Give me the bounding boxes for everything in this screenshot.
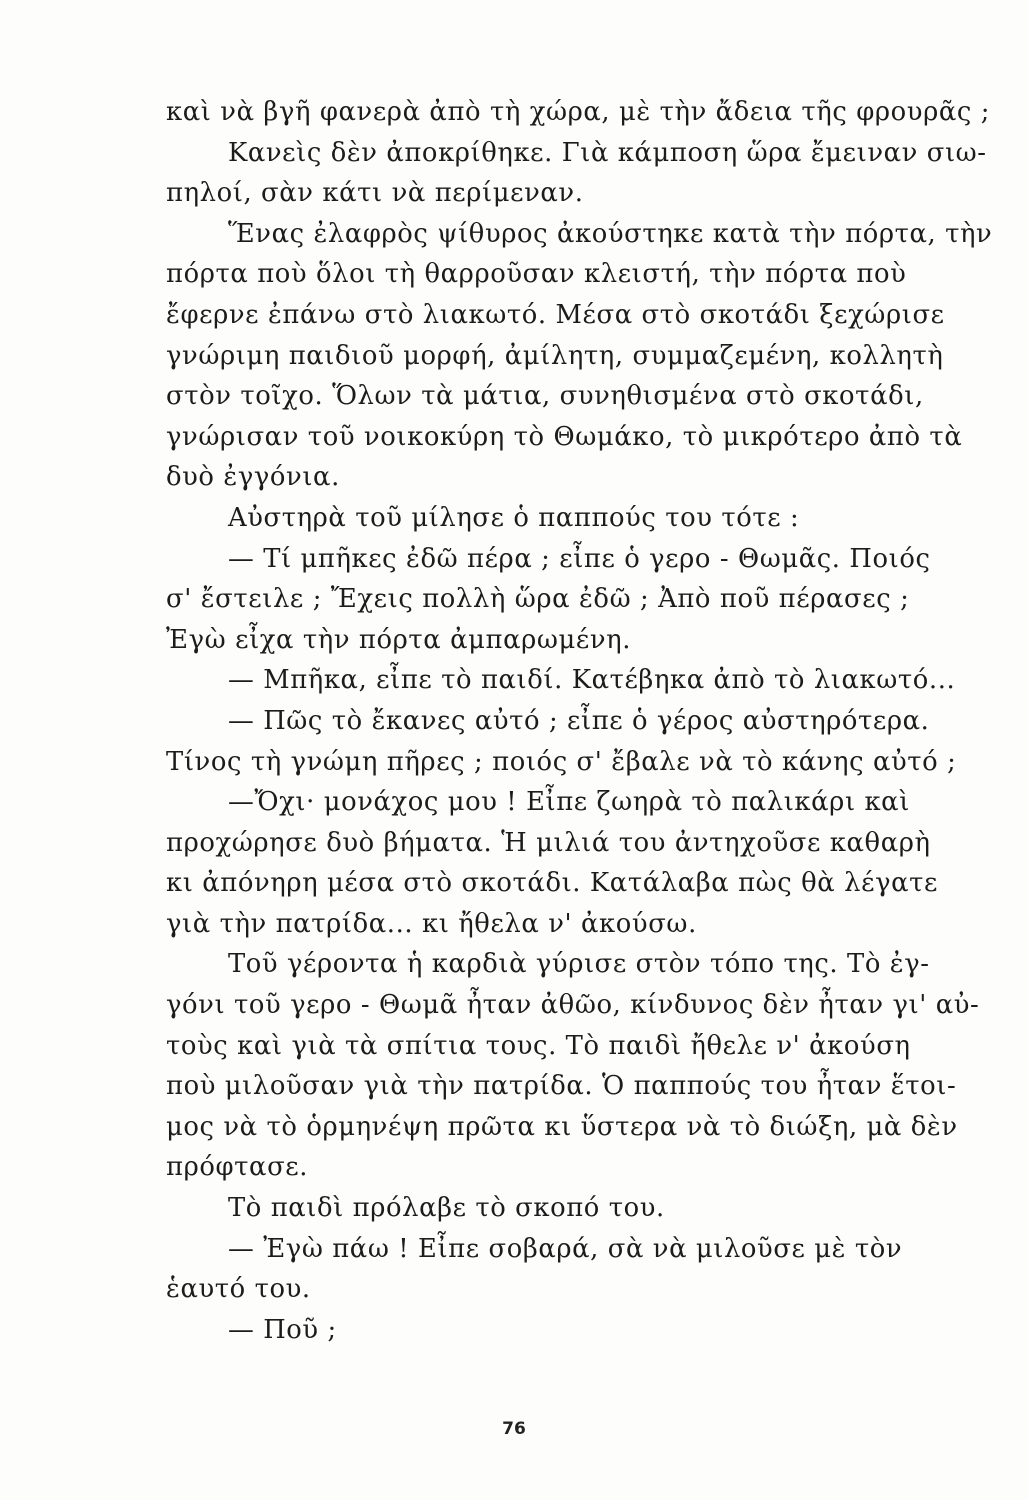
text-line: — Μπῆκα, εἶπε τὸ παιδί. Κατέβηκα ἀπὸ τὸ λιακωτό...	[228, 665, 956, 696]
text-line: Τίνος τὴ γνώμη πῆρες ; ποιός σ' ἔβαλε νὰ τὸ κάνης αὐτό ;	[166, 746, 957, 777]
text-line: πηλοί, σὰν κάτι νὰ περίμεναν.	[166, 178, 584, 209]
text-line: Τοῦ γέροντα ἡ καρδιὰ γύρισε στὸν τόπο της. Τὸ ἐγ-	[228, 949, 930, 980]
text-line: Τὸ παιδὶ πρόλαβε τὸ σκοπό του.	[228, 1193, 665, 1224]
text-line: Ἐγὼ εἶχα τὴν πόρτα ἀμπαρωμένη.	[166, 624, 632, 655]
text-line: στὸν τοῖχο. Ὅλων τὰ μάτια, συνηθισμένα στὸ σκοτάδι,	[166, 381, 924, 412]
text-line: ποὺ μιλοῦσαν γιὰ τὴν πατρίδα. Ὁ παππούς του ἦταν ἕτοι-	[166, 1071, 957, 1102]
page-body-text	[166, 92, 1026, 1350]
text-line: πρόφτασε.	[166, 1152, 309, 1183]
text-line: προχώρησε δυὸ βήματα. Ἡ μιλιά του ἀντηχοῦσε καθαρὴ	[166, 827, 931, 858]
text-line: — Πῶς τὸ ἔκανες αὐτό ; εἶπε ὁ γέρος αὐστηρότερα.	[228, 705, 930, 736]
text-line: Αὐστηρὰ τοῦ μίλησε ὁ παππούς του τότε :	[228, 502, 800, 533]
text-line: γνώρισαν τοῦ νοικοκύρη τὸ Θωμάκο, τὸ μικρότερο ἀπὸ τὰ	[166, 421, 963, 452]
text-line: — Τί μπῆκες ἐδῶ πέρα ; εἶπε ὁ γερο - Θωμᾶς. Ποιός	[228, 543, 931, 574]
text-line: καὶ νὰ βγῆ φανερὰ ἀπὸ τὴ χώρα, μὲ τὴν ἄδεια τῆς φρουρᾶς ;	[166, 97, 991, 127]
text-line: Κανεὶς δὲν ἀποκρίθηκε. Γιὰ κάμποση ὥρα ἔμειναν σιω-	[228, 137, 987, 168]
text-line: τοὺς καὶ γιὰ τὰ σπίτια τους. Τὸ παιδὶ ἤθελε ν' ἀκούση	[166, 1030, 911, 1061]
text-line: —Ὄχι· μονάχος μου ! Εἶπε ζωηρὰ τὸ παλικάρι καὶ	[228, 787, 910, 818]
text-line: δυὸ ἐγγόνια.	[166, 462, 340, 493]
text-line: κι ἀπόνηρη μέσα στὸ σκοτάδι. Κατάλαβα πὼς θὰ λέγατε	[166, 868, 938, 899]
text-line: ἑαυτό του.	[166, 1274, 311, 1305]
text-line: — Ποῦ ;	[228, 1314, 337, 1345]
text-line: γόνι τοῦ γερο - Θωμᾶ ἦταν ἀθῶο, κίνδυνος δὲν ἦταν γι' αὐ-	[166, 990, 980, 1021]
text-line: μος νὰ τὸ ὁρμηνέψη πρῶτα κι ὕστερα νὰ τὸ διώξη, μὰ δὲν	[166, 1111, 958, 1142]
text-line: πόρτα ποὺ ὅλοι τὴ θαρροῦσαν κλειστή, τὴν πόρτα ποὺ	[166, 259, 907, 290]
text-line: — Ἐγὼ πάω ! Εἶπε σοβαρά, σὰ νὰ μιλοῦσε μὲ τὸν	[228, 1233, 903, 1264]
text-line: σ' ἔστειλε ; Ἔχεις πολλὴ ὥρα ἐδῶ ; Ἀπὸ ποῦ πέρασες ;	[166, 584, 910, 615]
text-line: ἔφερνε ἐπάνω στὸ λιακωτό. Μέσα στὸ σκοτάδι ξεχώρισε	[166, 299, 945, 330]
text-line: γιὰ τὴν πατρίδα... κι ἤθελα ν' ἀκούσω.	[166, 908, 697, 939]
page-number: 76	[502, 1419, 526, 1439]
text-line: γνώριμη παιδιοῦ μορφή, ἀμίλητη, συμμαζεμένη, κολλητὴ	[166, 340, 944, 371]
text-line: Ἕνας ἐλαφρὸς ψίθυρος ἀκούστηκε κατὰ τὴν πόρτα, τὴν	[228, 218, 993, 249]
